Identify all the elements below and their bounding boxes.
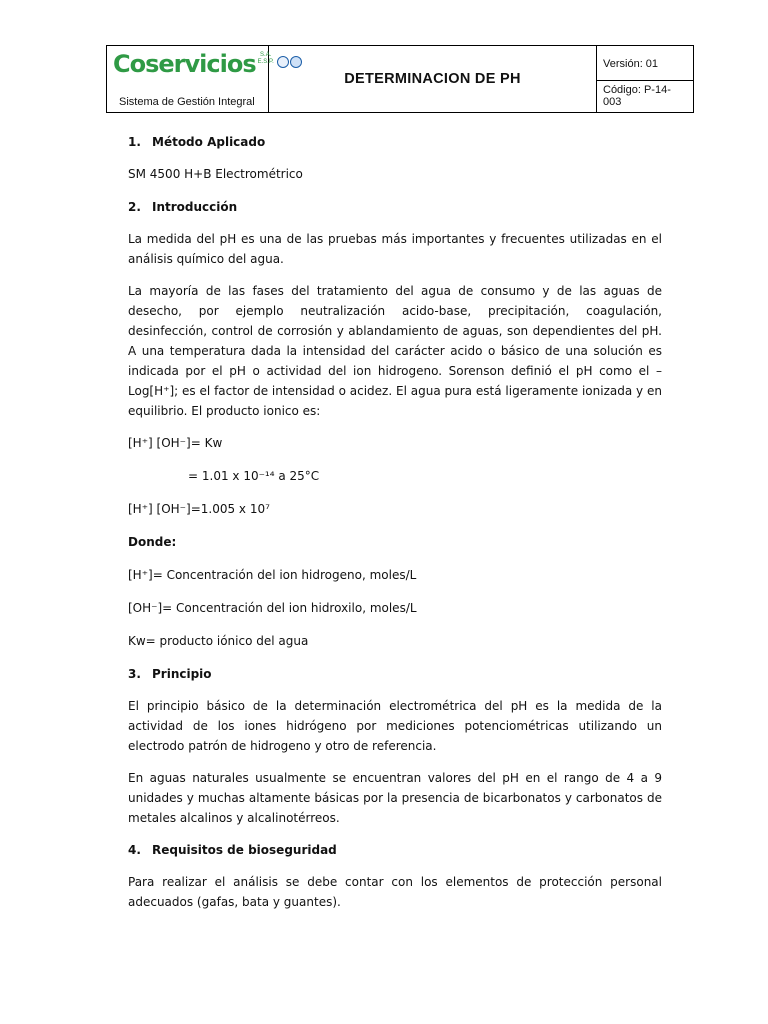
logo-suffix-esp: E.S.P. <box>257 59 274 65</box>
definition: Kw= producto iónico del agua <box>128 634 309 648</box>
section-number: 3. <box>128 667 141 681</box>
section-heading <box>128 840 662 860</box>
section-heading <box>128 132 662 152</box>
version-label: Versión: 01 <box>597 46 693 81</box>
document-header <box>106 45 694 113</box>
definition: [H⁺]= Concentración del ion hidrogeno, moles/L <box>128 568 417 582</box>
definition: [OH⁻]= Concentración del ion hidroxilo, moles/L <box>128 601 417 615</box>
section-number: 4. <box>128 843 141 857</box>
logo-suffix-sa: S.A. <box>260 52 272 58</box>
definitions-label: Donde: <box>128 535 177 549</box>
section-title: Principio <box>152 667 212 681</box>
section-number: 1. <box>128 135 141 149</box>
formula: [H⁺] [OH⁻]= Kw <box>128 436 223 450</box>
paragraph: El principio básico de la determinación electrométrica del pH es la medida de la actividad de los iones hidrógeno por mediciones potenciométricas utilizando un electrodo patrón de hidrogeno y otro de referencia. <box>128 699 662 753</box>
system-name: Sistema de Gestión Integral <box>119 96 255 108</box>
code-label: Código: P-14-003 <box>603 84 671 108</box>
company-logo <box>113 50 274 78</box>
paragraph: Para realizar el análisis se debe contar con los elementos de protección personal adecuados (gafas, bata y guantes). <box>128 875 662 909</box>
section-heading <box>128 197 662 217</box>
logo-text: Coservicios <box>113 50 256 78</box>
document-title: DETERMINACION DE PH <box>269 46 597 112</box>
paragraph: La mayoría de las fases del tratamiento del agua de consumo y de las aguas de desecho, por ejemplo neutralización acido-base, precipitación, coagulación, desinfección, control de corrosión y ablandamiento de aguas, son dependientes del pH. A una temperatura dada la intensidad del carácter acido o básico de una solución es indicada por el pH o actividad del ion hidrogeno. Sorenson definió el pH como el –Log[H⁺]; es el factor de intensidad o acidez. El agua pura está ligeramente ionizada y en equilibrio. El producto ionico es: <box>128 284 662 418</box>
meta-cell <box>597 46 693 112</box>
section-title: Introducción <box>152 200 238 214</box>
logo-cell <box>107 46 274 112</box>
paragraph: En aguas naturales usualmente se encuentran valores del pH en el rango de 4 a 9 unidades y muchas altamente básicas por la presencia de bicarbonatos y carbonatos de metales alcalinos y alcalinotérreos. <box>128 771 662 825</box>
formula: [H⁺] [OH⁻]=1.005 x 10⁷ <box>128 502 270 516</box>
section-heading <box>128 664 662 684</box>
paragraph: SM 4500 H+B Electrométrico <box>128 167 303 181</box>
section-title: Método Aplicado <box>152 135 266 149</box>
section-title: Requisitos de bioseguridad <box>152 843 337 857</box>
document-body <box>128 128 662 924</box>
paragraph: La medida del pH es una de las pruebas más importantes y frecuentes utilizadas en el análisis químico del agua. <box>128 232 662 266</box>
section-number: 2. <box>128 200 141 214</box>
formula: = 1.01 x 10⁻¹⁴ a 25°C <box>188 469 320 483</box>
